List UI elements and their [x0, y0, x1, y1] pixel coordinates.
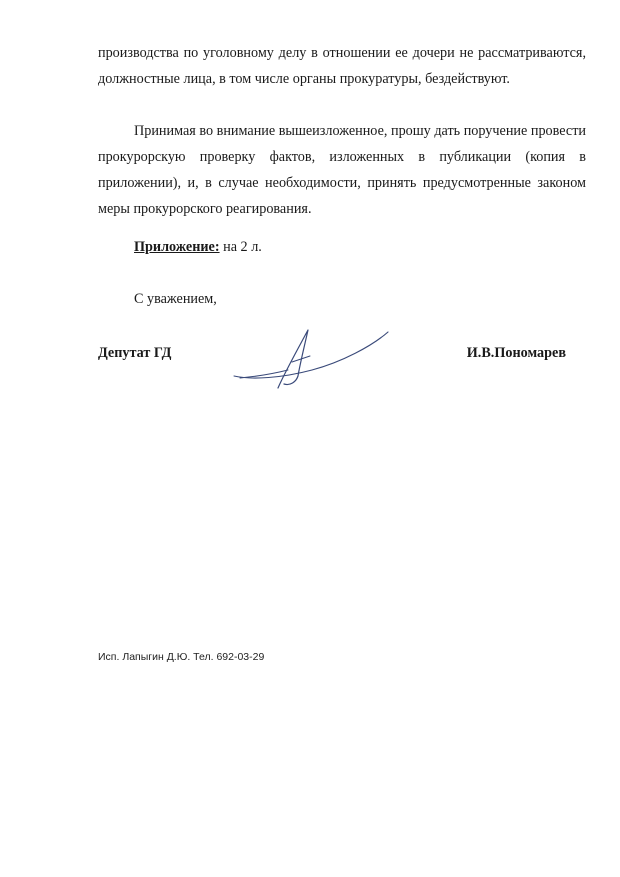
- signatory-title: Депутат ГД: [98, 345, 172, 361]
- signatory-name: И.В.Пономарев: [466, 345, 566, 361]
- body-paragraph-2: Принимая во внимание вышеизложенное, прошу дать поручение провести прокурорскую проверку фактов, изложенных в публикации (копия в приложении), и, в случае необходимости, принять предусмотренные законом меры прокурорского реагирования.: [98, 123, 586, 217]
- attachment-value: на 2 л.: [219, 239, 262, 255]
- closing-salutation: С уважением,: [134, 291, 217, 307]
- signature-icon: [232, 326, 392, 392]
- attachment-label: Приложение:: [134, 239, 220, 255]
- attachment-line: [134, 234, 262, 260]
- body-paragraph-1: производства по уголовному делу в отношении ее дочери не рассматриваются, должностные лица, в том числе органы прокуратуры, бездействуют.: [98, 45, 586, 87]
- executor-footer: Исп. Лапыгин Д.Ю. Тел. 692-03-29: [98, 651, 265, 663]
